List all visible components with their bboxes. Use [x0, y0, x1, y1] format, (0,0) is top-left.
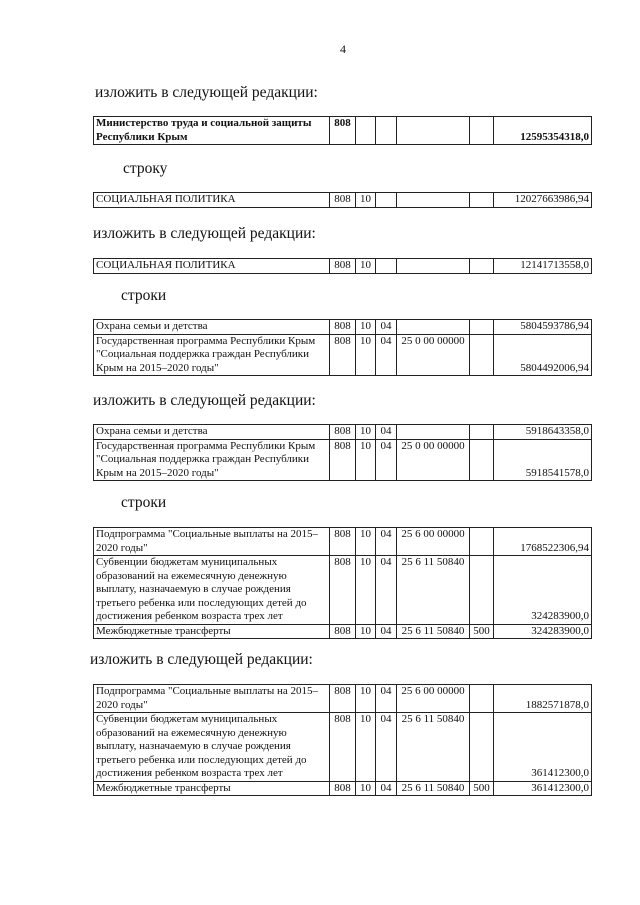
cell-csr — [397, 259, 470, 274]
cell-pr: 04 — [376, 320, 397, 335]
heading-edit-2: изложить в следующей редакции: — [93, 225, 316, 242]
cell-vr — [470, 528, 494, 556]
cell-rz: 10 — [356, 320, 376, 335]
table-social-policy-new — [93, 258, 592, 274]
cell-csr: 25 6 11 50840 — [397, 781, 470, 796]
cell-ved: 808 — [330, 528, 356, 556]
cell-vr — [470, 117, 494, 145]
table-row — [94, 713, 592, 782]
cell-pr: 04 — [376, 528, 397, 556]
cell-sum: 12595354318,0 — [494, 117, 592, 145]
page-number: 4 — [340, 42, 346, 56]
cell-ved: 808 — [330, 259, 356, 274]
cell-pr — [376, 259, 397, 274]
table-subprogram-old — [93, 527, 592, 639]
cell-ved: 808 — [330, 713, 356, 782]
table-row — [94, 556, 592, 625]
cell-csr: 25 6 11 50840 — [397, 713, 470, 782]
cell-rz: 10 — [356, 781, 376, 796]
cell-name: Охрана семьи и детства — [94, 425, 330, 440]
cell-sum: 324283900,0 — [494, 624, 592, 639]
table-row — [94, 781, 592, 796]
cell-rz: 10 — [356, 193, 376, 208]
table-row — [94, 334, 592, 376]
cell-pr — [376, 193, 397, 208]
cell-name: Государственная программа Республики Крым "Социальная поддержка граждан Республики Крым на 2015–2020 годы" — [94, 439, 330, 481]
cell-rz: 10 — [356, 528, 376, 556]
cell-vr — [470, 193, 494, 208]
cell-vr — [470, 439, 494, 481]
cell-pr: 04 — [376, 713, 397, 782]
heading-lines-1: строки — [121, 287, 167, 304]
table-row — [94, 439, 592, 481]
cell-csr: 25 0 00 00000 — [397, 334, 470, 376]
table-row — [94, 117, 592, 145]
table-row — [94, 320, 592, 335]
heading-edit-3: изложить в следующей редакции: — [93, 392, 316, 409]
table-social-policy-old — [93, 192, 592, 208]
table-family-old — [93, 319, 592, 376]
cell-sum: 361412300,0 — [494, 713, 592, 782]
table-row — [94, 259, 592, 274]
cell-name: СОЦИАЛЬНАЯ ПОЛИТИКА — [94, 193, 330, 208]
cell-vr — [470, 320, 494, 335]
cell-pr: 04 — [376, 781, 397, 796]
cell-pr: 04 — [376, 425, 397, 440]
table-row — [94, 624, 592, 639]
cell-csr: 25 0 00 00000 — [397, 439, 470, 481]
cell-pr: 04 — [376, 334, 397, 376]
cell-sum: 361412300,0 — [494, 781, 592, 796]
cell-sum: 5918541578,0 — [494, 439, 592, 481]
cell-sum: 1882571878,0 — [494, 685, 592, 713]
heading-edit-4: изложить в следующей редакции: — [90, 651, 313, 668]
cell-name: Охрана семьи и детства — [94, 320, 330, 335]
cell-ved: 808 — [330, 685, 356, 713]
cell-rz: 10 — [356, 624, 376, 639]
cell-ved: 808 — [330, 193, 356, 208]
cell-sum: 5804593786,94 — [494, 320, 592, 335]
cell-sum: 12027663986,94 — [494, 193, 592, 208]
cell-name: СОЦИАЛЬНАЯ ПОЛИТИКА — [94, 259, 330, 274]
cell-vr — [470, 259, 494, 274]
table-row — [94, 685, 592, 713]
cell-csr: 25 6 11 50840 — [397, 556, 470, 625]
cell-ved: 808 — [330, 624, 356, 639]
cell-csr: 25 6 00 00000 — [397, 528, 470, 556]
heading-edit-1: изложить в следующей редакции: — [95, 84, 318, 101]
cell-pr — [376, 117, 397, 145]
table-row — [94, 193, 592, 208]
cell-name: Субвенции бюджетам муниципальных образований на ежемесячную денежную выплату, назначаемую в случае рождения третьего ребенка или последующих детей до достижения ребенком возраста трех лет — [94, 556, 330, 625]
table-row — [94, 425, 592, 440]
cell-name: Межбюджетные трансферты — [94, 781, 330, 796]
table-family-new — [93, 424, 592, 481]
cell-name: Межбюджетные трансферты — [94, 624, 330, 639]
cell-rz — [356, 117, 376, 145]
cell-ved: 808 — [330, 439, 356, 481]
cell-vr — [470, 685, 494, 713]
cell-ved: 808 — [330, 320, 356, 335]
cell-name: Подпрограмма "Социальные выплаты на 2015–2020 годы" — [94, 685, 330, 713]
cell-rz: 10 — [356, 425, 376, 440]
cell-sum: 12141713558,0 — [494, 259, 592, 274]
cell-pr: 04 — [376, 685, 397, 713]
cell-csr — [397, 320, 470, 335]
cell-rz: 10 — [356, 556, 376, 625]
cell-vr — [470, 334, 494, 376]
cell-pr: 04 — [376, 439, 397, 481]
cell-rz: 10 — [356, 334, 376, 376]
cell-ved: 808 — [330, 117, 356, 145]
table-ministry-new — [93, 116, 592, 145]
cell-pr: 04 — [376, 556, 397, 625]
cell-csr: 25 6 00 00000 — [397, 685, 470, 713]
cell-ved: 808 — [330, 334, 356, 376]
cell-vr — [470, 425, 494, 440]
cell-csr: 25 6 11 50840 — [397, 624, 470, 639]
cell-ved: 808 — [330, 556, 356, 625]
cell-vr: 500 — [470, 624, 494, 639]
cell-rz: 10 — [356, 713, 376, 782]
cell-sum: 324283900,0 — [494, 556, 592, 625]
cell-name: Министерство труда и социальной защиты Республики Крым — [94, 117, 330, 145]
cell-ved: 808 — [330, 781, 356, 796]
table-subprogram-new — [93, 684, 592, 796]
heading-line: строку — [123, 160, 168, 177]
cell-vr — [470, 556, 494, 625]
cell-pr: 04 — [376, 624, 397, 639]
heading-lines-2: строки — [121, 494, 167, 511]
cell-rz: 10 — [356, 439, 376, 481]
cell-ved: 808 — [330, 425, 356, 440]
cell-name: Подпрограмма "Социальные выплаты на 2015–2020 годы" — [94, 528, 330, 556]
cell-vr: 500 — [470, 781, 494, 796]
cell-rz: 10 — [356, 259, 376, 274]
cell-csr — [397, 193, 470, 208]
cell-sum: 5804492006,94 — [494, 334, 592, 376]
cell-csr — [397, 117, 470, 145]
cell-vr — [470, 713, 494, 782]
cell-rz: 10 — [356, 685, 376, 713]
cell-name: Государственная программа Республики Крым "Социальная поддержка граждан Республики Крым на 2015–2020 годы" — [94, 334, 330, 376]
cell-name: Субвенции бюджетам муниципальных образований на ежемесячную денежную выплату, назначаемую в случае рождения третьего ребенка или последующих детей до достижения ребенком возраста трех лет — [94, 713, 330, 782]
cell-sum: 1768522306,94 — [494, 528, 592, 556]
cell-sum: 5918643358,0 — [494, 425, 592, 440]
table-row — [94, 528, 592, 556]
cell-csr — [397, 425, 470, 440]
